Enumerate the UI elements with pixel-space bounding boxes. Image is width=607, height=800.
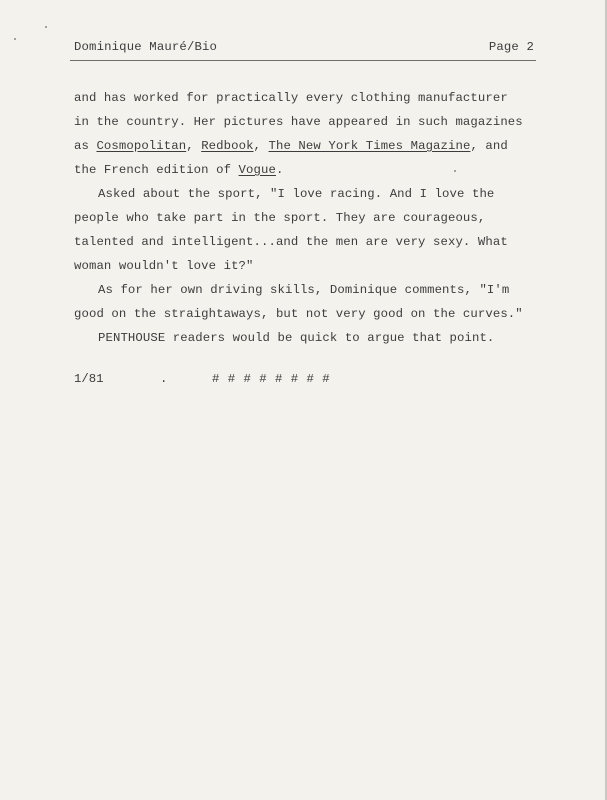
text-run: . [275,163,284,177]
text-line [74,134,544,158]
text-line: Asked about the sport, "I love racing. And I love the [98,187,495,201]
text-line: good on the straightaways, but not very good on the curves." [74,307,523,321]
text-line: As for her own driving skills, Dominique comments, "I'm [98,283,510,297]
text-run: as [74,139,97,153]
text-run: , and [470,139,508,153]
paper-speck [14,38,16,40]
text-line: PENTHOUSE readers would be quick to argue that point. [98,331,495,345]
text-run: , [186,139,202,153]
page-number: Page 2 [488,40,534,54]
text-line: talented and intelligent...and the men are very sexy. What [74,235,508,249]
paragraph-4 [74,326,544,350]
text-line [74,158,544,182]
end-marks: # # # # # # # # [212,372,331,386]
page-header [74,40,534,60]
paragraph-2 [74,182,544,278]
header-title: Dominique Mauré/Bio [74,40,218,54]
text-run: the French edition of [74,163,239,177]
document-body [74,86,544,350]
paragraph-1 [74,86,544,182]
magazine-title: Cosmopolitan [96,139,187,153]
text-line: woman wouldn't love it?" [74,259,254,273]
text-line: people who take part in the sport. They are courageous, [74,211,486,225]
text-line: and has worked for practically every clothing manufacturer [74,91,508,105]
header-rule [70,60,536,61]
magazine-title: The New York Times Magazine [268,139,471,153]
document-date: 1/81 [74,372,104,386]
stray-dot: . [160,372,168,386]
text-line: in the country. Her pictures have appeared in such magazines [74,115,523,129]
magazine-title: Redbook [201,139,254,153]
paper-speck [45,26,47,28]
paragraph-3 [74,278,544,326]
document-footer [74,372,374,392]
text-run: , [253,139,269,153]
magazine-title: Vogue [238,163,276,177]
